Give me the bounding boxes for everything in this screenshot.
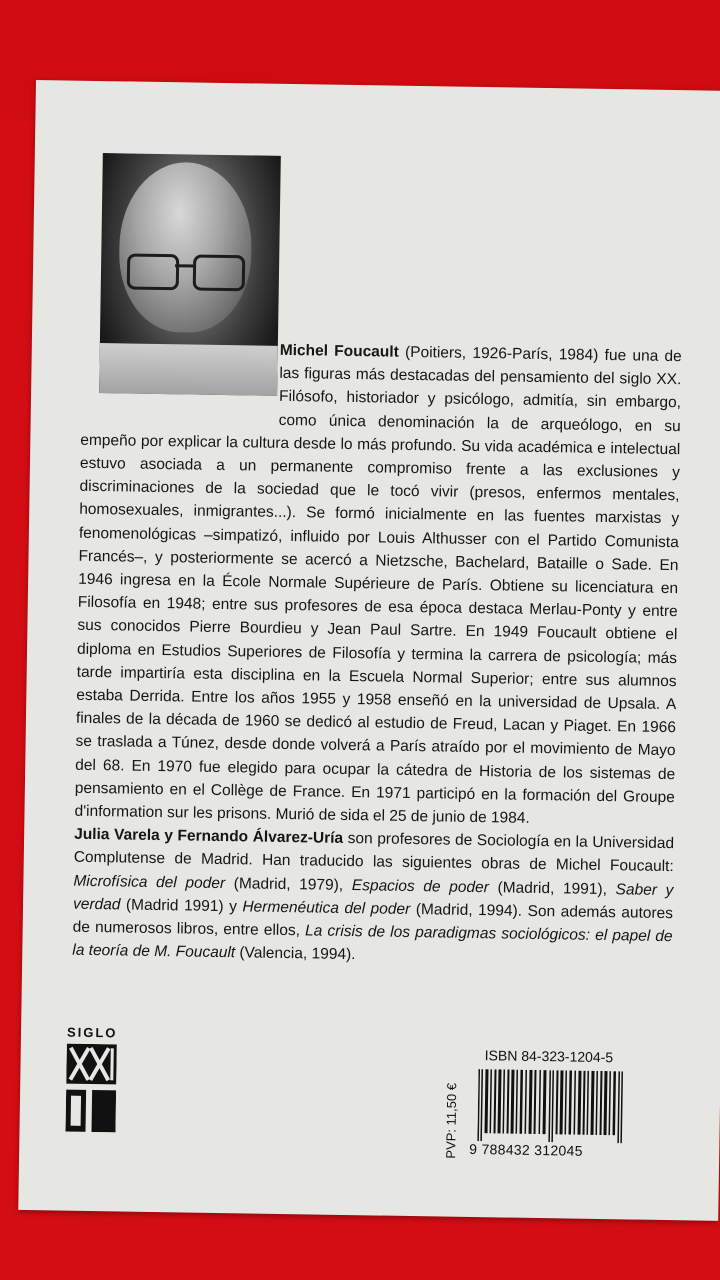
siglo-xxi-icon	[65, 1044, 116, 1133]
work-title: Saber y verdad	[72, 880, 674, 914]
isbn-label: ISBN 84-323-1204-5	[484, 1047, 614, 1066]
translators-text: (Madrid, 1991),	[488, 878, 616, 898]
back-cover-text	[72, 336, 682, 972]
publisher-logo-text: SIGLO	[66, 1024, 118, 1041]
translators-text: (Madrid, 1979),	[224, 874, 352, 894]
barcode-area	[439, 1046, 651, 1169]
work-title: Espacios de poder	[351, 876, 490, 896]
translators-names: Julia Varela y Fernando Álvarez-Uría	[74, 825, 344, 848]
book-back-cover	[18, 80, 720, 1221]
translators-text: (Madrid 1991) y	[120, 896, 243, 916]
translators-bio	[72, 823, 674, 972]
photo-glasses-right	[193, 254, 246, 291]
translators-text: son profesores de Sociología en la Universidad Complutense de Madrid. Han traducido las siguientes obras de Michel Foucault:	[73, 830, 675, 876]
translators-text: (Valencia, 1994).	[235, 944, 356, 964]
price-label: PVP: 11,50 €	[443, 1082, 460, 1159]
translators-text: (Madrid, 1994). Son además autores de numerosos libros, entre ellos,	[72, 900, 674, 940]
photo-head-shape	[118, 161, 253, 333]
publisher-logo	[65, 1025, 119, 1138]
author-name: Michel Foucault	[279, 341, 399, 361]
photo-glasses-bridge	[175, 264, 195, 267]
photo-glasses-left	[127, 253, 180, 290]
barcode-icon	[477, 1069, 628, 1143]
work-title: La crisis de los paradigmas sociológicos: el papel de la teoría de M. Foucault	[72, 922, 673, 962]
author-bio-text: (Poitiers, 1926-París, 1984) fue una de las figuras más destacadas del pensamiento del siglo XX. Filósofo, historiador y psicólogo, admitía, sin embargo, como única denominación la de arqueólogo, en su empeño por explicar la cultura desde lo más profundo. Su vida académica e intelectual estuvo asociada a un permanente compromiso frente a las exclusiones y discriminaciones de la sociedad que le tocó vivir (presos, enfermos mentales, homosexuales, inmigrantes...). Se formó inicialmente en las fuentes marxistas y fenomenológicas –simpatizó, influido por Louis Althusser con el Partido Comunista Francés–, y posteriormente se acercó a Nietzsche, Bachelard, Bataille o Sade. En 1946 ingresa en la École Normale Supérieure de París. Obtiene su licenciatura en Filosofía en 1948; entre sus profesores de esa época destaca Merlau-Ponty y entre sus conocidos Pierre Bourdieu y Jean Paul Sartre. En 1949 Foucault obtiene el diploma en Estudios Superiores de Filosofía y termina la carrera de psicología; más tarde impartiría esta disciplina en la Escuela Normal Superior; entre sus alumnos estaba Derrida. Entre los años 1955 y 1958 enseñó en la universidad de Upsala. A finales de la década de 1960 se dedicó al estudio de Freud, Lacan y Piaget. En 1966 se traslada a Túnez, desde donde volverá a París atraído por el movimiento de Mayo del 68. En 1970 fue elegido para ocupar la cátedra de Historia de los sistemas de pensamiento en el Collège de France. En 1971 participó en la formación del Groupe d'information sur les prisons. Murió de sida el 25 de junio de 1984.	[74, 343, 682, 827]
work-title: Hermenéutica del poder	[242, 898, 411, 918]
barcode-number: 9 788432 312045	[469, 1140, 583, 1159]
work-title: Microfísica del poder	[73, 872, 226, 892]
